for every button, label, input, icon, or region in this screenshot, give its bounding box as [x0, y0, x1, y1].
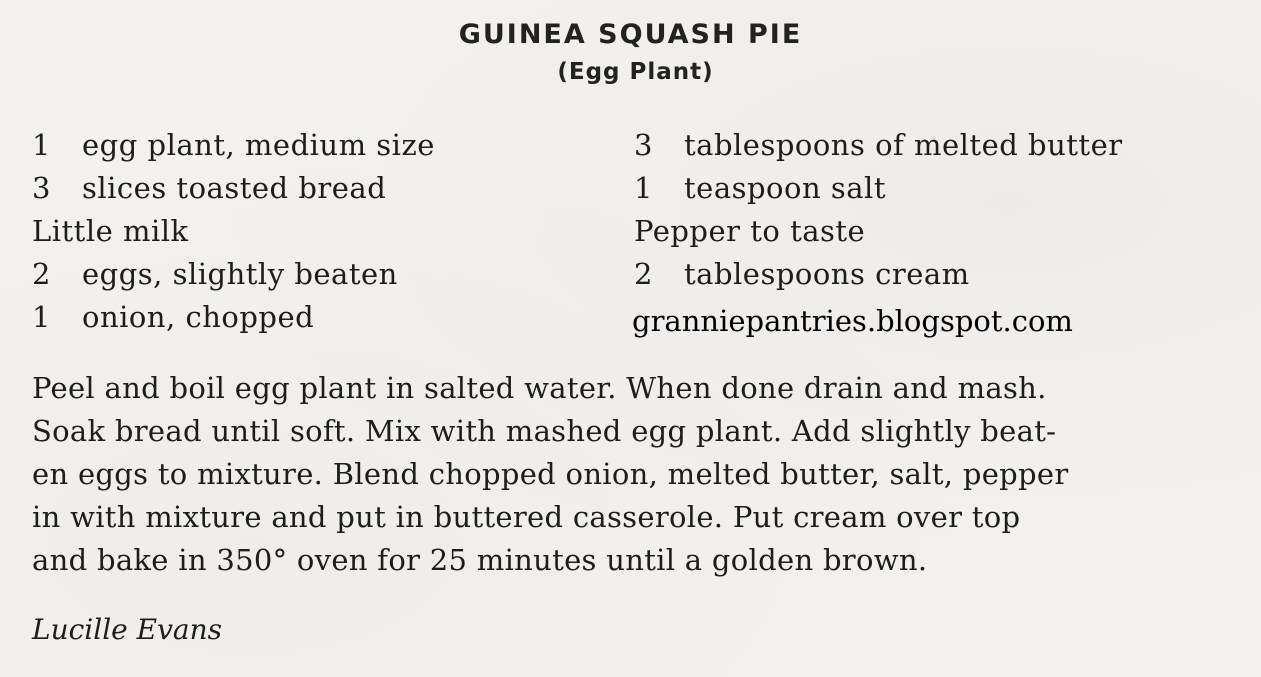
ingredient-qty: 3: [634, 128, 653, 162]
ingredient-line: [634, 210, 1123, 253]
instruction-line: Soak bread until soft. Mix with mashed egg plant. Add slightly beat-: [32, 414, 1057, 448]
ingredient-line: [32, 296, 435, 339]
ingredient-text: slices toasted bread: [82, 171, 387, 205]
ingredient-text: teaspoon salt: [684, 171, 886, 205]
ingredient-text: Pepper to taste: [634, 214, 866, 248]
ingredient-line: [32, 253, 435, 296]
ingredient-qty: 1: [32, 300, 51, 334]
recipe-subtitle: (Egg Plant): [557, 59, 714, 85]
ingredient-line: [32, 210, 435, 253]
ingredient-qty: 2: [634, 257, 653, 291]
ingredient-line: [32, 167, 435, 210]
ingredients-left-column: [32, 124, 435, 339]
ingredient-text: Little milk: [32, 214, 189, 248]
blog-watermark: granniepantries.blogspot.com: [632, 304, 1073, 338]
recipe-instructions: [32, 367, 1232, 582]
ingredient-text: eggs, slightly beaten: [82, 257, 398, 291]
ingredient-line: [634, 253, 1123, 296]
instruction-line: in with mixture and put in buttered casserole. Put cream over top: [32, 500, 1021, 534]
ingredient-text: tablespoons of melted butter: [684, 128, 1123, 162]
ingredients-right-column: [634, 124, 1123, 296]
ingredient-text: egg plant, medium size: [82, 128, 435, 162]
ingredient-qty: 2: [32, 257, 51, 291]
ingredient-qty: 3: [32, 171, 51, 205]
instruction-line: en eggs to mixture. Blend chopped onion, melted butter, salt, pepper: [32, 457, 1069, 491]
instruction-line: and bake in 350° oven for 25 minutes until a golden brown.: [32, 543, 928, 577]
ingredient-text: onion, chopped: [82, 300, 315, 334]
ingredient-line: [634, 124, 1123, 167]
ingredient-qty: 1: [634, 171, 653, 205]
recipe-title: GUINEA SQUASH PIE: [458, 19, 803, 50]
ingredient-qty: 1: [32, 128, 51, 162]
instruction-line: Peel and boil egg plant in salted water. When done drain and mash.: [32, 371, 1047, 405]
ingredient-line: [634, 167, 1123, 210]
ingredient-line: [32, 124, 435, 167]
ingredient-text: tablespoons cream: [684, 257, 970, 291]
recipe-author: Lucille Evans: [32, 613, 222, 646]
